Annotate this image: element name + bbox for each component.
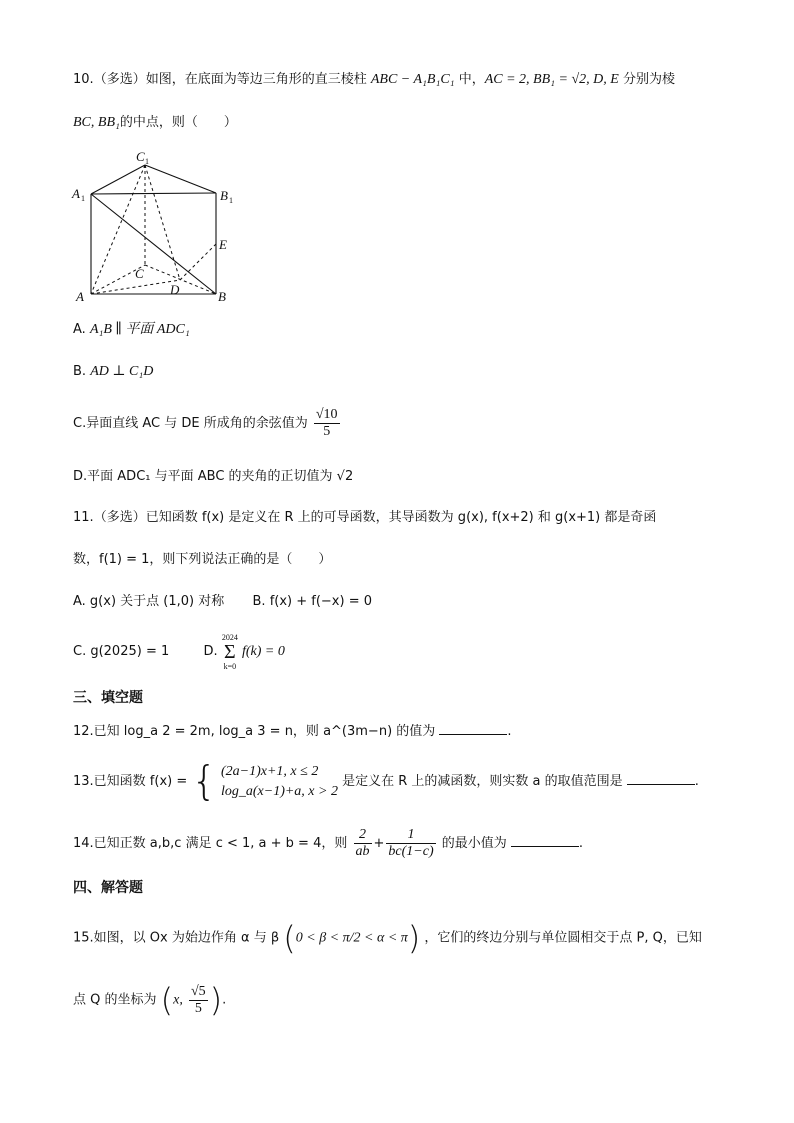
q13-prefix: 13.已知函数 f(x) = [73, 774, 188, 789]
q10-option-c [73, 404, 342, 444]
q10-optC-text: 异面直线 AC 与 DE 所成角的余弦值为 [86, 416, 308, 431]
q10-optD-label: D. [73, 469, 88, 484]
q15-end: . [222, 992, 227, 1008]
q15-line1: 15.如图，以 Ox 为始边作角 α 与 β (0 < β < π/2 < α < π) ，它们的终边分别与单位圆相交于点 P, Q，已知 [73, 919, 702, 957]
q10-text3: 分别为棱 [622, 72, 675, 87]
sigma-bottom: k=0 [223, 661, 237, 671]
q14-f2-den: bc(1−c) [388, 844, 434, 859]
q15-coord-den: 5 [194, 1000, 202, 1016]
q11-options-ab [73, 592, 372, 612]
label-a1: A [72, 186, 80, 201]
q11-optD-label: D. [203, 644, 218, 659]
q13-case2: log_a(x−1)+a, x > 2 [220, 783, 338, 799]
q15-coord-num: √5 [190, 983, 206, 999]
label-b: B [218, 289, 226, 304]
q10-optC-num: √10 [315, 407, 338, 422]
q12-end: . [507, 724, 512, 739]
q14-answer-blank[interactable] [511, 834, 579, 847]
q15-prefix: 15.如图，以 Ox 为始边作角 α 与 β [73, 930, 280, 946]
q11-options-cd [73, 632, 285, 672]
q10-optB-text: AD ⊥ C₁D [90, 364, 154, 379]
q10-edges: BC, BB₁ [73, 115, 120, 130]
q14-f1-num: 2 [354, 827, 372, 844]
label-d: D [170, 282, 180, 297]
q15-line2: 点 Q 的坐标为 (x, $\frac{√5}{5}$ ). [73, 981, 227, 1019]
q11-text2: 数，f(1) = 1，则下列说法正确的是（ ） [73, 552, 332, 567]
q15-cond: 0 < β < π/2 < α < π [295, 930, 408, 946]
q10-option-d [73, 467, 353, 487]
q10-cond: AC = 2, BB₁ = √2, D, E [484, 72, 619, 87]
q11-line1 [73, 508, 656, 528]
q10-number: 10. [73, 72, 94, 87]
q15-coord-fraction [189, 984, 208, 1017]
q11-optA: A. g(x) 关于点 (1,0) 对称 [73, 594, 225, 609]
label-b1: B [220, 188, 228, 203]
q10-optC-label: C. [73, 416, 87, 431]
sigma-symbol: 2024 Σ k=0 [221, 632, 238, 671]
q14-f1-den: ab [355, 844, 370, 859]
q10-option-b [73, 362, 153, 382]
q15-line2-prefix: 点 Q 的坐标为 [73, 992, 157, 1008]
q13-line [73, 760, 699, 804]
q10-text1: 如图，在底面为等边三角形的直三棱柱 [145, 72, 367, 87]
q10-line1 [73, 70, 675, 90]
section-heading-solutions: 四、解答题 [73, 880, 143, 896]
svg-text:1: 1 [145, 157, 149, 166]
q10-text2: 中， [458, 72, 485, 87]
q14-fraction1 [354, 827, 372, 860]
q15-suffix: ，它们的终边分别与单位圆相交于点 P, Q，已知 [424, 930, 702, 946]
q10-optB-label: B. [73, 364, 87, 379]
q14-fraction2 [386, 827, 435, 860]
q10-optA-label: A. [73, 322, 86, 337]
q13-brace: { [191, 758, 217, 805]
q14-line [73, 822, 583, 866]
q10-optA-text: A₁B ∥ 平面 ADC₁ [89, 322, 190, 337]
q12-text: 12.已知 log_a 2 = 2m, log_a 3 = n，则 a^(3m−n) 的值为 [73, 724, 436, 739]
q10-optC-den: 5 [323, 424, 331, 439]
q11-optB: B. f(x) + f(−x) = 0 [252, 594, 373, 609]
q13-answer-blank[interactable] [627, 772, 695, 785]
q13-suffix: 是定义在 R 上的减函数，则实数 a 的取值范围是 [342, 774, 623, 789]
q10-optD-text: 平面 ADC₁ 与平面 ABC 的夹角的正切值为 √2 [87, 469, 354, 484]
q11-tag: （多选） [93, 510, 146, 525]
sigma-top: 2024 [221, 632, 238, 642]
q11-text1: 已知函数 f(x) 是定义在 R 上的可导函数，其导函数为 g(x), f(x+2) 和 g(x+1) 都是奇函 [145, 510, 657, 525]
q12-answer-blank[interactable] [439, 722, 507, 735]
label-c1: C [136, 149, 145, 164]
q11-line2 [73, 550, 331, 570]
q15-coord-x: x, [173, 992, 183, 1008]
q14-plus: + [373, 836, 385, 851]
q13-cases [221, 762, 338, 802]
q10-text4: 的中点，则（ ） [119, 115, 237, 130]
q10-prism: ABC − A₁B₁C₁ [370, 72, 455, 87]
q10-option-a [73, 320, 190, 340]
label-a: A [76, 289, 84, 304]
prism-figure [70, 148, 240, 308]
q13-end: . [694, 774, 699, 789]
q10-optC-fraction [314, 407, 340, 440]
section-heading-fill-in: 三、填空题 [73, 690, 143, 706]
q14-f2-num: 1 [386, 827, 435, 844]
q11-number: 11. [73, 510, 94, 525]
q11-optD-body: f(k) = 0 [241, 644, 285, 659]
label-e: E [219, 237, 227, 252]
q12-line [73, 722, 512, 742]
q14-suffix: 的最小值为 [441, 836, 507, 851]
q13-case1: (2a−1)x+1, x ≤ 2 [220, 763, 319, 779]
svg-text:1: 1 [229, 196, 233, 205]
svg-text:1: 1 [81, 194, 85, 203]
q10-tag: （多选） [93, 72, 146, 87]
prism-solid-edges [91, 165, 216, 294]
q10-line2 [73, 113, 237, 133]
q14-prefix: 14.已知正数 a,b,c 满足 c < 1, a + b = 4，则 [73, 836, 348, 851]
q14-end: . [578, 836, 584, 851]
q11-optC: C. g(2025) = 1 [73, 644, 170, 659]
label-c: C [135, 266, 144, 281]
